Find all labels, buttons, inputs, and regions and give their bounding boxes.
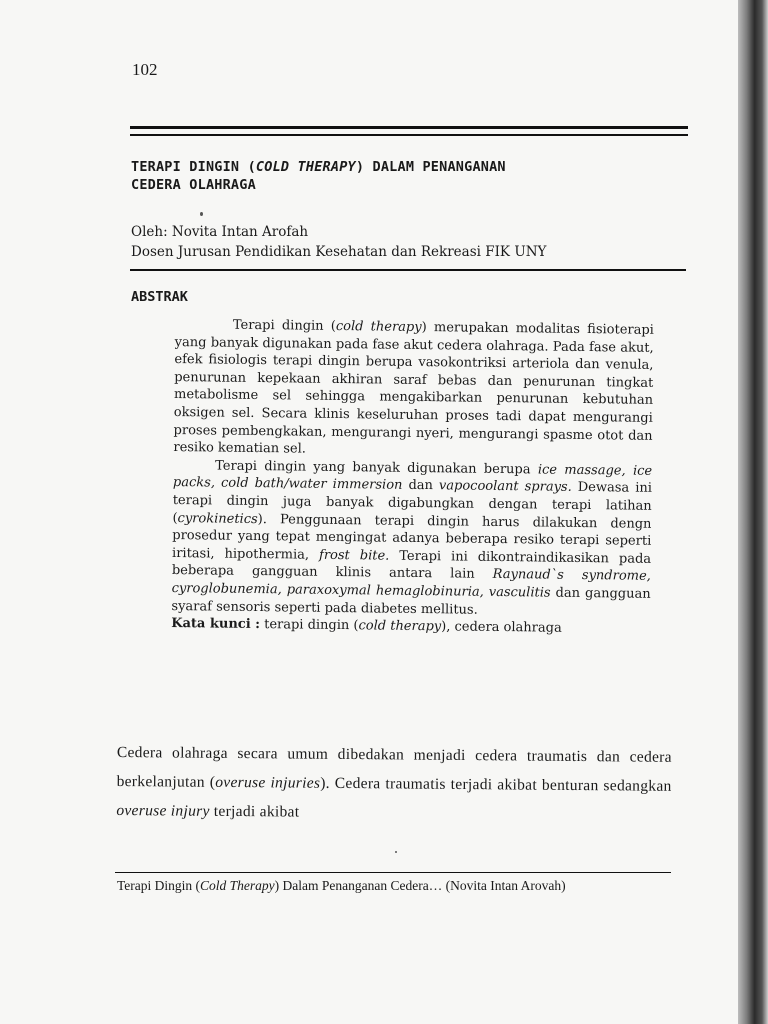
italic-term: frost bite. — [318, 547, 390, 564]
author-rule — [130, 269, 686, 271]
footer-rule — [115, 872, 671, 873]
text-run: dan gangguan syaraf sensoris seperti pada diabetes mellitus. — [171, 585, 651, 618]
text-run: ). Cedera traumatis terjadi akibat benturan sedangkan — [320, 774, 672, 795]
text-run: ). Penggunaan terapi dingin harus dilakukan dengn prosedur yang tepat mengingat adanya beberapa resiko terapi seperti iritasi, hipothermia, — [172, 511, 652, 563]
abstract-body — [171, 316, 654, 639]
author-affiliation: Dosen Jurusan Pendidikan Kesehatan dan Rekreasi FIK UNY — [131, 244, 547, 260]
title-line-1: TERAPI DINGIN (COLD THERAPY) DALAM PENANGANAN — [131, 159, 506, 175]
running-footer: Terapi Dingin (Cold Therapy) Dalam Penanganan Cedera… (Novita Intan Arovah) — [117, 878, 566, 893]
header-rule-thick — [130, 126, 688, 129]
text-run: Terapi ini dikontraindikasikan pada beberapa gangguan klinis antara lain — [171, 548, 652, 583]
abstract-heading: ABSTRAK — [131, 289, 188, 305]
page-number: 102 — [132, 60, 158, 79]
book-spine-shadow — [738, 0, 768, 1024]
scan-speck — [395, 851, 397, 853]
scan-speck — [200, 212, 203, 216]
text-run: Terapi dingin yang banyak digunakan berupa — [215, 458, 538, 478]
abstract-paragraph-2 — [171, 457, 652, 621]
text-run: dan — [402, 478, 440, 494]
abstract-paragraph-1 — [173, 316, 654, 463]
text-run: Cedera olahraga secara umum dibedakan menjadi cedera traumatis dan cedera berkelanjutan ( — [116, 743, 672, 791]
italic-term: Raynaud`s syndrome, cyroglobunemia, paraxoxymal hemaglobinuria, vasculitis — [171, 567, 651, 601]
italic-term: overuse injury — [116, 801, 210, 820]
author-block — [131, 222, 546, 262]
header-rule-thin — [130, 134, 688, 136]
italic-term: cyrokinetics — [177, 510, 258, 527]
italic-term: vapocoolant sprays. — [438, 478, 572, 496]
text-run: ) merupakan modalitas fisioterapi yang banyak digunakan pada fase akut cedera olahraga. Pada fase akut, efek fisiologis terapi dingin berupa vasokontriksi arteriola dan venula, penurunan kepekaan akhiran saraf bebas dan penurunan tingkat metabolisme sel sehingga mengakibarkan penurunan kebutuhan oksigen sel. Secara klinis keseluruhan proses tadi dapat mengurangi proses pembengkakan, mengurangi nyeri, mengurangi spasme otot dan resiko kematian sel. — [173, 320, 654, 457]
author-byline: Oleh: Novita Intan Arofah — [131, 224, 309, 240]
italic-term: ice massage, ice packs, cold bath/water immersion — [172, 462, 653, 494]
text-run: Dewasa ini terapi dingin juga banyak digabungkan dengan terapi latihan ( — [172, 480, 653, 526]
title-line-2: CEDERA OLAHRAGA — [131, 177, 256, 193]
keywords-label: Kata kunci : — [171, 616, 261, 633]
keywords: Kata kunci : terapi dingin (cold therapy), cedera olahraga — [171, 616, 562, 636]
italic-term: cold therapy — [335, 318, 422, 336]
italic-term: overuse injuries — [215, 773, 321, 792]
article-title — [131, 158, 671, 194]
text-run: Terapi dingin ( — [232, 317, 336, 334]
text-run: terjadi akibat — [209, 802, 300, 821]
body-paragraph — [116, 738, 672, 830]
